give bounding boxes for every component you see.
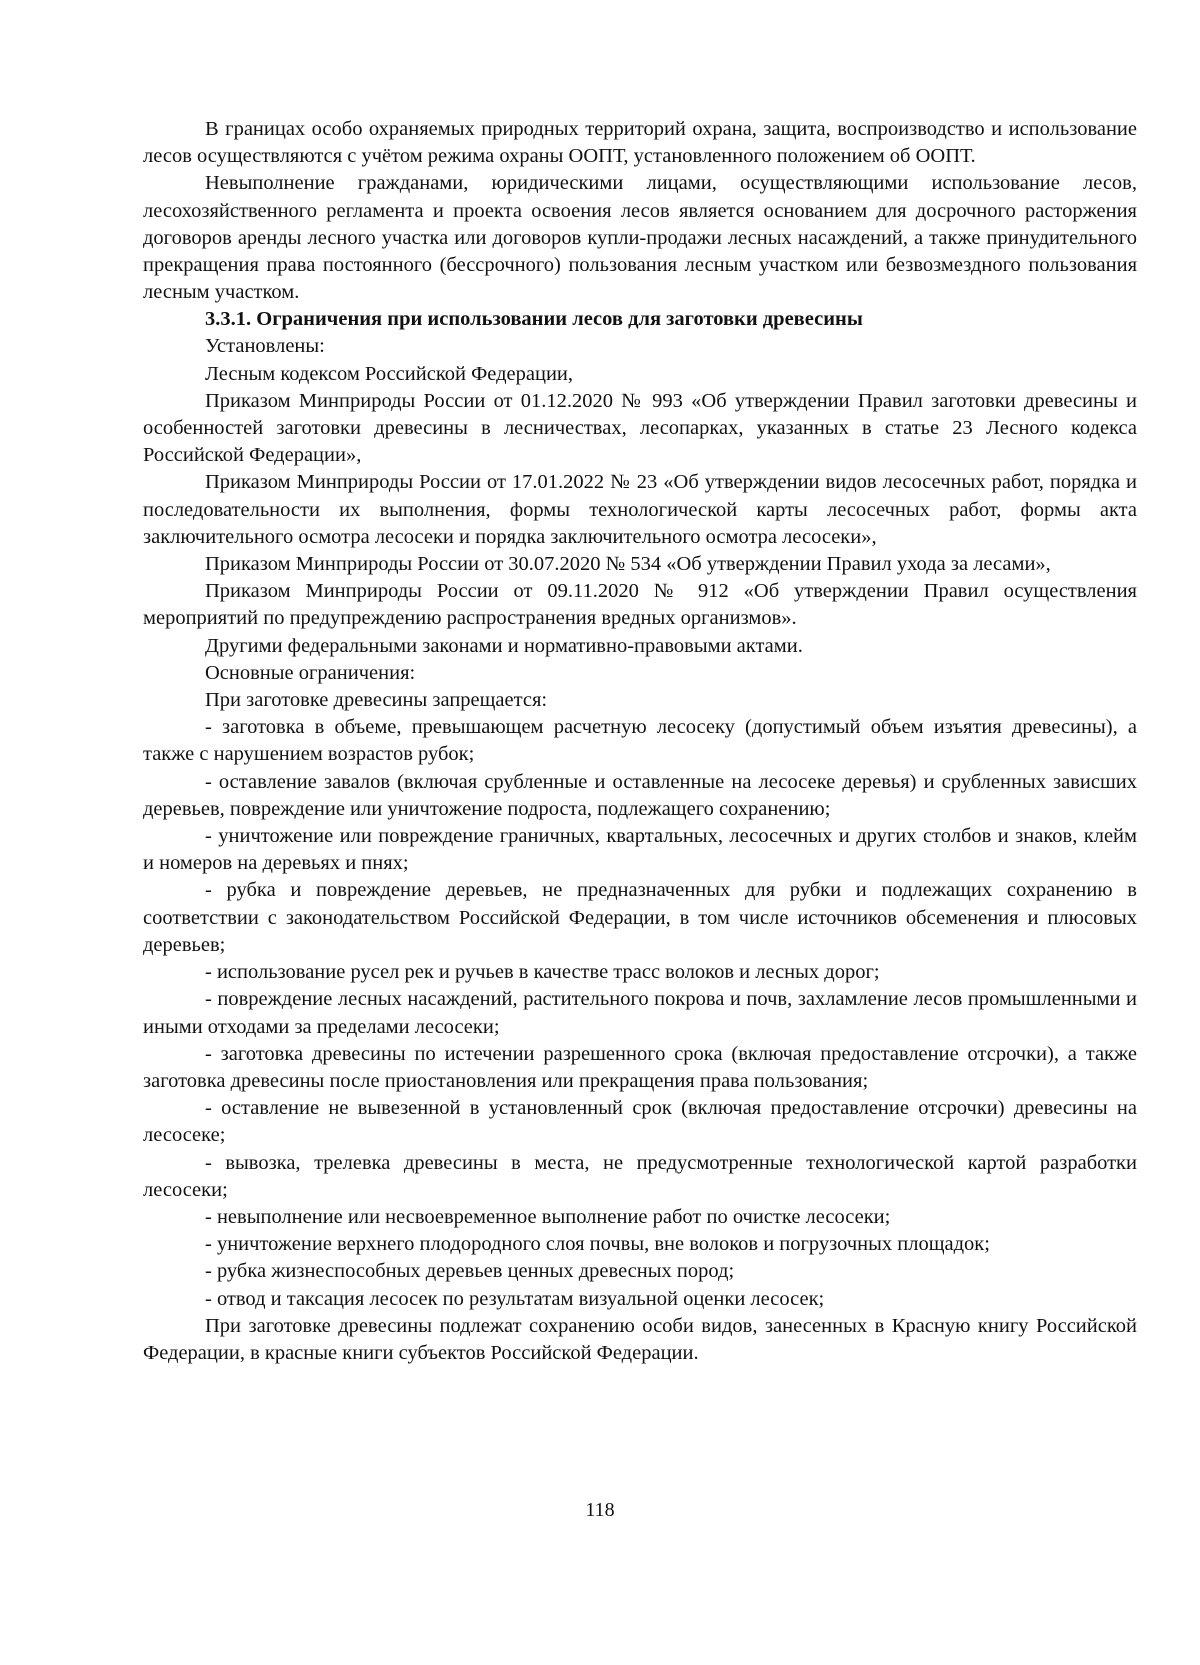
prohibited-label: При заготовке древесины запрещается: <box>205 689 548 712</box>
prohibition-item: - вывозка, трелевка древесины в места, не предусмотренные технологической картой разработки лесосеки; <box>143 1151 1137 1201</box>
source-item: Лесным кодексом Российской Федерации, <box>205 362 574 385</box>
prohibition-item: - уничтожение или повреждение граничных, квартальных, лесосечных и других столбов и знаков, клейм и номеров на деревьях и пнях; <box>143 825 1137 875</box>
source-item: Другими федеральными законами и нормативно-правовыми актами. <box>205 634 803 657</box>
intro-paragraph: В границах особо охраняемых природных территорий охрана, защита, воспроизводство и использование лесов осуществляются с учётом режима охраны ООПТ, установленного положением об ООПТ. <box>143 118 1137 168</box>
source-item: Приказом Минприроды России от 17.01.2022 № 23 «Об утверждении видов лесосечных работ, порядка и последовательности их выполнения, формы технологической карты лесосечных работ, формы акта заключительного осмотра лесосеки и порядка заключительного осмотра лесосеки», <box>143 471 1137 548</box>
prohibition-item: - заготовка в объеме, превышающем расчетную лесосеку (допустимый объем изъятия древесины), а также с нарушением возрастов рубок; <box>143 716 1137 766</box>
prohibition-item: - оставление не вывезенной в установленный срок (включая предоставление отсрочки) древесины на лесосеке; <box>143 1097 1137 1147</box>
source-item: Приказом Минприроды России от 09.11.2020 № 912 «Об утверждении Правил осуществления мероприятий по предупреждению распространения вредных организмов». <box>143 580 1137 630</box>
intro-paragraph: Невыполнение гражданами, юридическими лицами, осуществляющими использование лесов, лесохозяйственного регламента и проекта освоения лесов является основанием для досрочного расторжения договоров аренды лесного участка или договоров купли-продажи лесных насаждений, а также принудительного прекращения права постоянного (бессрочного) пользования лесным участком или безвозмездного пользования лесным участком. <box>143 172 1137 304</box>
prohibition-item: - рубка жизнеспособных деревьев ценных древесных пород; <box>205 1260 735 1283</box>
prohibition-item: - уничтожение верхнего плодородного слоя почвы, вне волоков и погрузочных площадок; <box>205 1233 990 1256</box>
prohibition-item: - рубка и повреждение деревьев, не предназначенных для рубки и подлежащих сохранению в соответствии с законодательством Российской Федерации, в том числе источников обсеменения и плюсовых деревьев; <box>143 879 1137 956</box>
main-restrictions-label: Основные ограничения: <box>205 661 416 684</box>
closing-paragraph: При заготовке древесины подлежат сохранению особи видов, занесенных в Красную книгу Российской Федерации, в красные книги субъектов Российской Федерации. <box>143 1314 1137 1364</box>
established-label: Установлены: <box>205 335 325 358</box>
section-heading: 3.3.1. Ограничения при использовании лесов для заготовки древесины <box>205 308 863 331</box>
source-item: Приказом Минприроды России от 30.07.2020 № 534 «Об утверждении Правил ухода за лесами», <box>205 553 1051 576</box>
prohibition-item: - отвод и таксация лесосек по результатам визуальной оценки лесосек; <box>205 1287 825 1310</box>
prohibition-item: - невыполнение или несвоевременное выполнение работ по очистке лесосеки; <box>205 1205 891 1228</box>
page-number: 118 <box>585 1499 615 1521</box>
page-content <box>143 116 1137 1367</box>
source-item: Приказом Минприроды России от 01.12.2020 № 993 «Об утверждении Правил заготовки древесины и особенностей заготовки древесины в лесничествах, лесопарках, указанных в статье 23 Лесного кодекса Российской Федерации», <box>143 389 1137 467</box>
prohibition-item: - заготовка древесины по истечении разрешенного срока (включая предоставление отсрочки), а также заготовка древесины после приостановления или прекращения права пользования; <box>143 1042 1137 1092</box>
prohibition-item: - повреждение лесных насаждений, растительного покрова и почв, захламление лесов промышленными и иными отходами за пределами лесосеки; <box>143 988 1137 1038</box>
prohibition-item: - оставление завалов (включая срубленные и оставленные на лесосеке деревья) и срубленных зависших деревьев, повреждение или уничтожение подроста, подлежащего сохранению; <box>143 770 1137 820</box>
prohibition-item: - использование русел рек и ручьев в качестве трасс волоков и лесных дорог; <box>205 961 880 984</box>
